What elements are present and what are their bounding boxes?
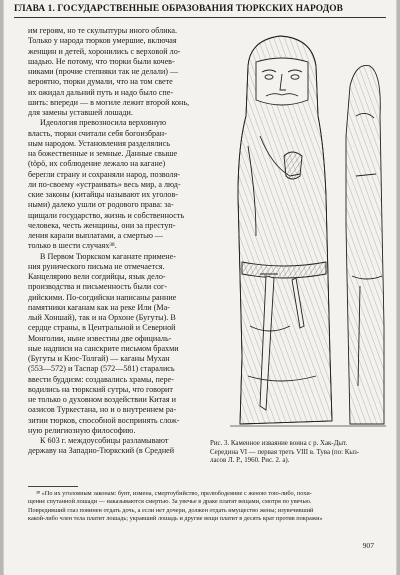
body-line: берегли страну и сохраняли народ, позволя-: [28, 169, 181, 179]
body-line: оазисов Туркестана, но и о внутреннем ра-: [28, 405, 177, 415]
body-line: ным народом. Установления разделялись: [28, 138, 170, 148]
body-line: ли по-своему «устраивать» весь мир, а люд-: [28, 179, 181, 189]
body-line: производства и письменность были сог-: [28, 282, 168, 292]
body-line: Только у народа тюрков умершие, включая: [28, 36, 177, 46]
statue-side-view: [346, 65, 384, 424]
body-line: В Первом Тюркском каганате примене-: [40, 251, 176, 261]
body-line: памятники каганам как на реке Или (Ма-: [28, 302, 170, 312]
body-line: (tӧрӧ, их соблюдение лежало на кагане): [28, 159, 166, 169]
body-line: ния рунического письма не отмечается.: [28, 261, 165, 271]
body-line: ввести буддизм: создавались храмы, пере-: [28, 374, 174, 384]
body-line: (553—572) и Таспар (572—581) старались: [28, 364, 175, 374]
caption-line: Рис. 3. Каменное изваяние воина с р. Хак-Дыт.: [210, 440, 348, 447]
footnote: [28, 490, 384, 524]
footnote-line: щение спутанной лошади — наказываются смертью. За увечье в драке платят вещами, смотря по увечью.: [28, 498, 312, 506]
body-line: щищали государство, жизнь и собственность: [28, 210, 185, 220]
body-line: дийскими. По-согдийски написаны ранние: [28, 292, 177, 302]
body-line: человека, честь женщины, они за преступ-: [28, 220, 176, 230]
body-line: для замены уставшей лошади.: [28, 108, 133, 117]
body-line: власть, тюрки считали себя богоизбран-: [28, 128, 167, 138]
footnote-rule: [28, 486, 78, 487]
body-line: шадью. Не потому, что тюрки были кочев-: [28, 56, 175, 66]
body-line: ными) далеко ушли от родового права: за-: [28, 200, 174, 210]
page-number: 907: [362, 541, 374, 550]
body-line: Монголии, ныне известны две официаль-: [28, 333, 172, 343]
body-line: шить: впереди — в могиле лежит второй конь,: [28, 97, 190, 107]
body-line: вероятно, тюрки думали, что на том свете: [28, 77, 173, 87]
footnote-line: Повредивший глаз повинен отдать дочь, а если нет дочери, должен отдать имущество жены; изувечивший: [28, 506, 314, 514]
body-line: К 603 г. междоусобицы разламывают: [40, 436, 169, 445]
body-line: державу на Западно-Тюркский (в Средней: [28, 446, 175, 456]
body-line: женщин и детей, хоронились с верховой ло-: [28, 46, 181, 56]
footnote-line: какой-либо член тела платит лошадь; укравший лошадь и другие вещи платит в десять крат против покражи»: [28, 515, 323, 523]
body-line: ские законы (китайцы называют их уголов-: [28, 190, 178, 199]
figure-caption: [210, 440, 390, 466]
body-line: ления карали выплатами, а смертью —: [28, 231, 164, 240]
running-header: ГЛАВА 1. ГОСУДАРСТВЕННЫЕ ОБРАЗОВАНИЯ ТЮРКСКИХ НАРОДОВ: [14, 4, 343, 14]
body-line: только в шести случаях³⁸.: [28, 241, 117, 251]
body-line: ную религиозную философию.: [28, 425, 136, 435]
body-line: не только о духовном воздействии Китая и: [28, 395, 176, 404]
body-line: зитии тюрков, способной воспринять слож-: [28, 415, 180, 425]
body-line: лый Хоншай), так и на Орхоне (Бугуты). В: [28, 313, 176, 322]
body-line: Идеология превозносила верховную: [40, 118, 167, 128]
body-line: им героям, но те скульптуры иного облика.: [28, 26, 178, 35]
stone-statue-illustration: [200, 26, 388, 436]
body-line: никами (прочие степняки так не делали) —: [28, 67, 179, 76]
body-line: водились на тюркский сутры, что говорит: [28, 384, 173, 394]
body-line: ные надписи на санскрите письмом брахми: [28, 343, 179, 353]
book-page: [4, 0, 396, 575]
body-line: их ожидал дальний путь и надо было спе-: [28, 87, 174, 97]
body-line: Канцелярию вели согдийцы, язык дело-: [28, 272, 166, 281]
body-line: (Бугуты и Кюс-Толгай) — каганы Мухан: [28, 354, 170, 363]
caption-line: ласов Л. Р., 1960. Рис. 2. а).: [210, 457, 290, 465]
body-line: сердце страны, в Центральной и Северной: [28, 323, 176, 333]
caption-line: Середина VI — первая треть VIII в. Тува (по: Кыз-: [210, 448, 360, 456]
body-line: на божественные и земные. Данные свыше: [28, 149, 178, 158]
body-text: [28, 26, 195, 457]
statue-front-view: [238, 36, 332, 424]
footnote-line: ³⁸ «По их уголовным законам: бунт, измена, смертоубийство, прелюбодеяние с женою тою-либо, похи-: [36, 490, 312, 497]
